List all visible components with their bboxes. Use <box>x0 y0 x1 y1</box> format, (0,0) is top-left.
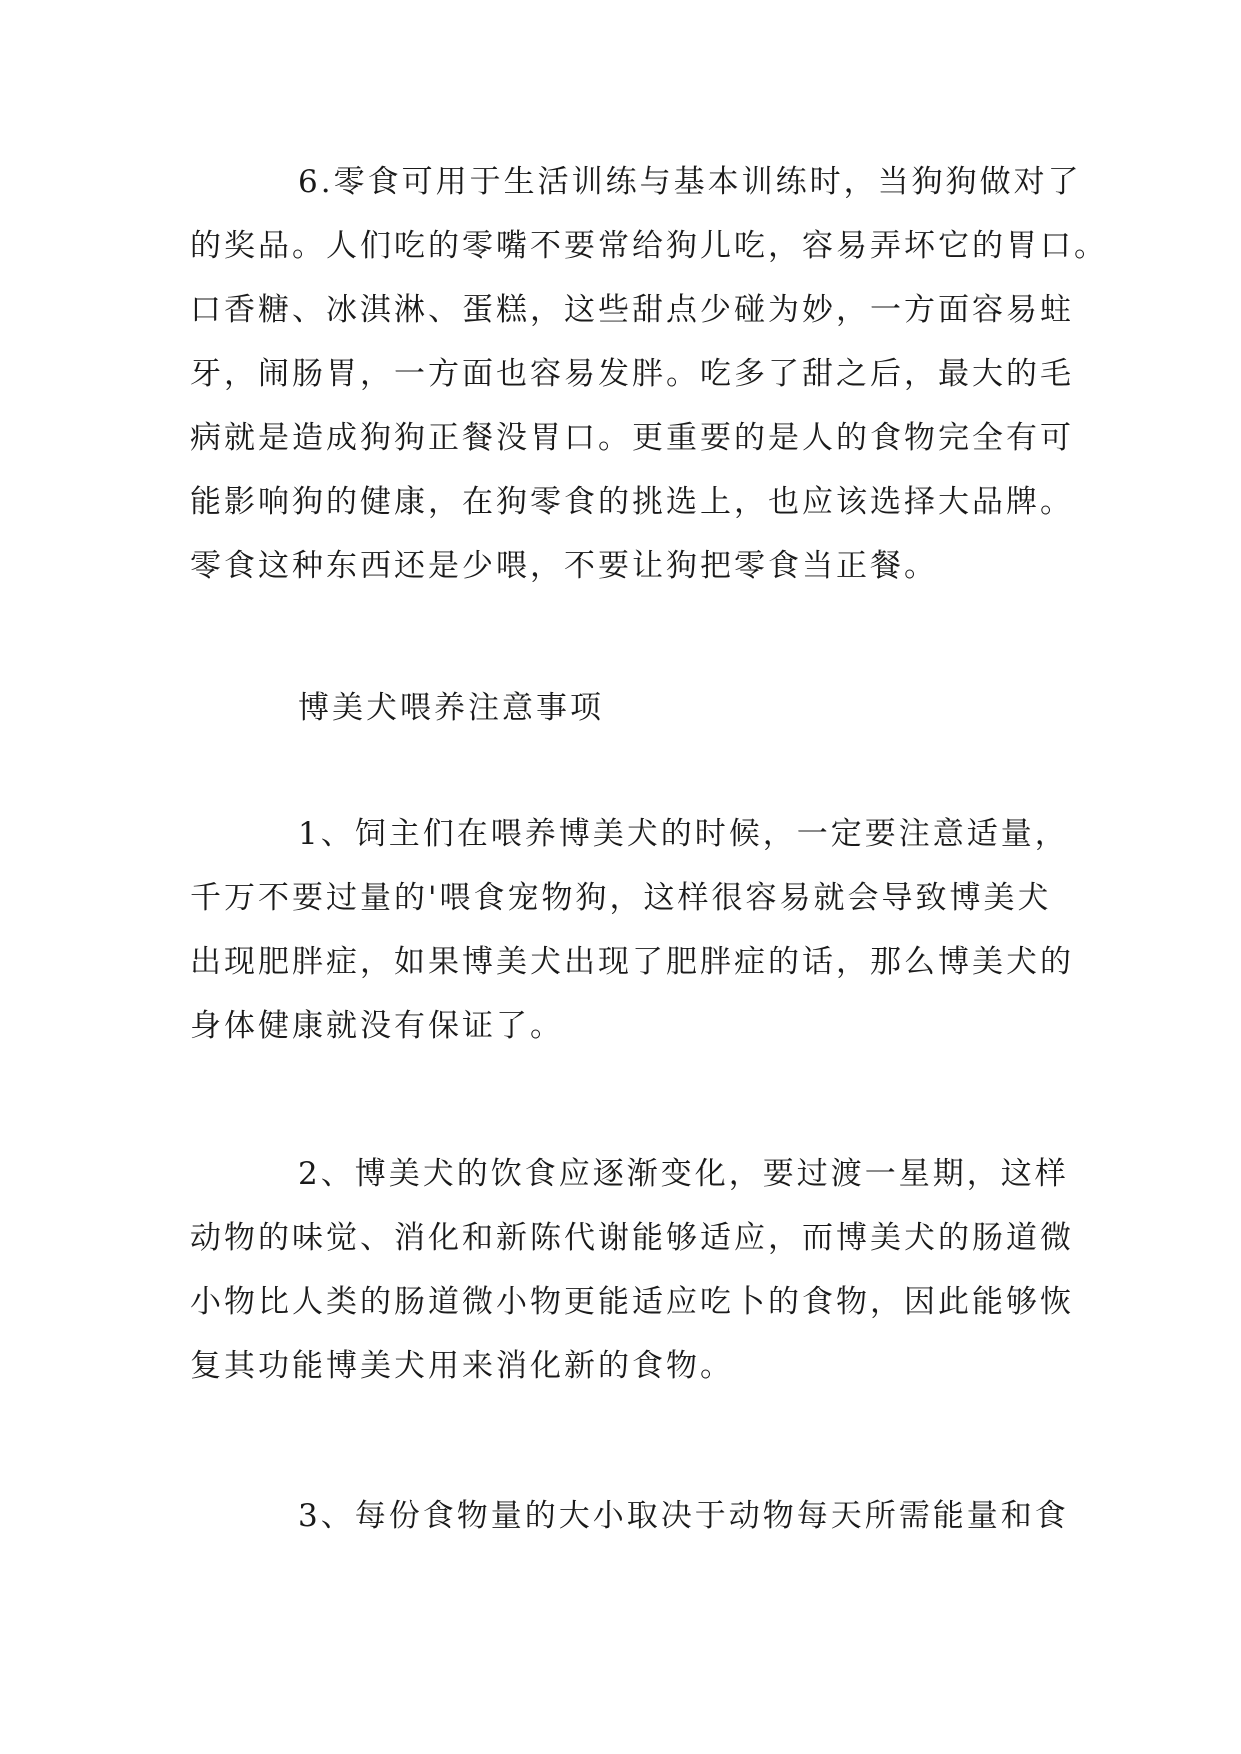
paragraph-line: 病就是造成狗狗正餐没胃口。更重要的是人的食物完全有可 <box>190 420 1074 456</box>
paragraph-line: 能影响狗的健康，在狗零食的挑选上，也应该选择大品牌。 <box>190 484 1074 520</box>
paragraph-line: 口香糖、冰淇淋、蛋糕，这些甜点少碰为妙，一方面容易蛀 <box>190 292 1074 328</box>
paragraph-line: 出现肥胖症，如果博美犬出现了肥胖症的话，那么博美犬的 <box>190 944 1074 980</box>
paragraph-line: 6.零食可用于生活训练与基本训练时，当狗狗做对了 <box>298 164 1082 200</box>
paragraph-line: 动物的味觉、消化和新陈代谢能够适应，而博美犬的肠道微 <box>190 1220 1074 1256</box>
paragraph-line: 小物比人类的肠道微小物更能适应吃卜的食物，因此能够恢 <box>190 1284 1074 1320</box>
paragraph-line: 的奖品。人们吃的零嘴不要常给狗儿吃，容易弄坏它的胃口。 <box>190 228 1108 264</box>
paragraph-line: 复其功能博美犬用来消化新的食物。 <box>190 1348 734 1384</box>
paragraph-line: 零食这种东西还是少喂，不要让狗把零食当正餐。 <box>190 548 938 584</box>
paragraph-line: 1、饲主们在喂养博美犬的时候，一定要注意适量， <box>298 816 1069 852</box>
paragraph-line: 千万不要过量的'喂食宠物狗，这样很容易就会导致博美犬 <box>190 880 1052 916</box>
paragraph-line: 2、博美犬的饮食应逐渐变化，要过渡一星期，这样 <box>298 1156 1069 1192</box>
section-heading: 博美犬喂养注意事项 <box>298 690 604 726</box>
paragraph-line: 身体健康就没有保证了。 <box>190 1008 564 1044</box>
paragraph-line: 3、每份食物量的大小取决于动物每天所需能量和食 <box>298 1498 1069 1534</box>
paragraph-line: 牙，闹肠胃，一方面也容易发胖。吃多了甜之后，最大的毛 <box>190 356 1074 392</box>
